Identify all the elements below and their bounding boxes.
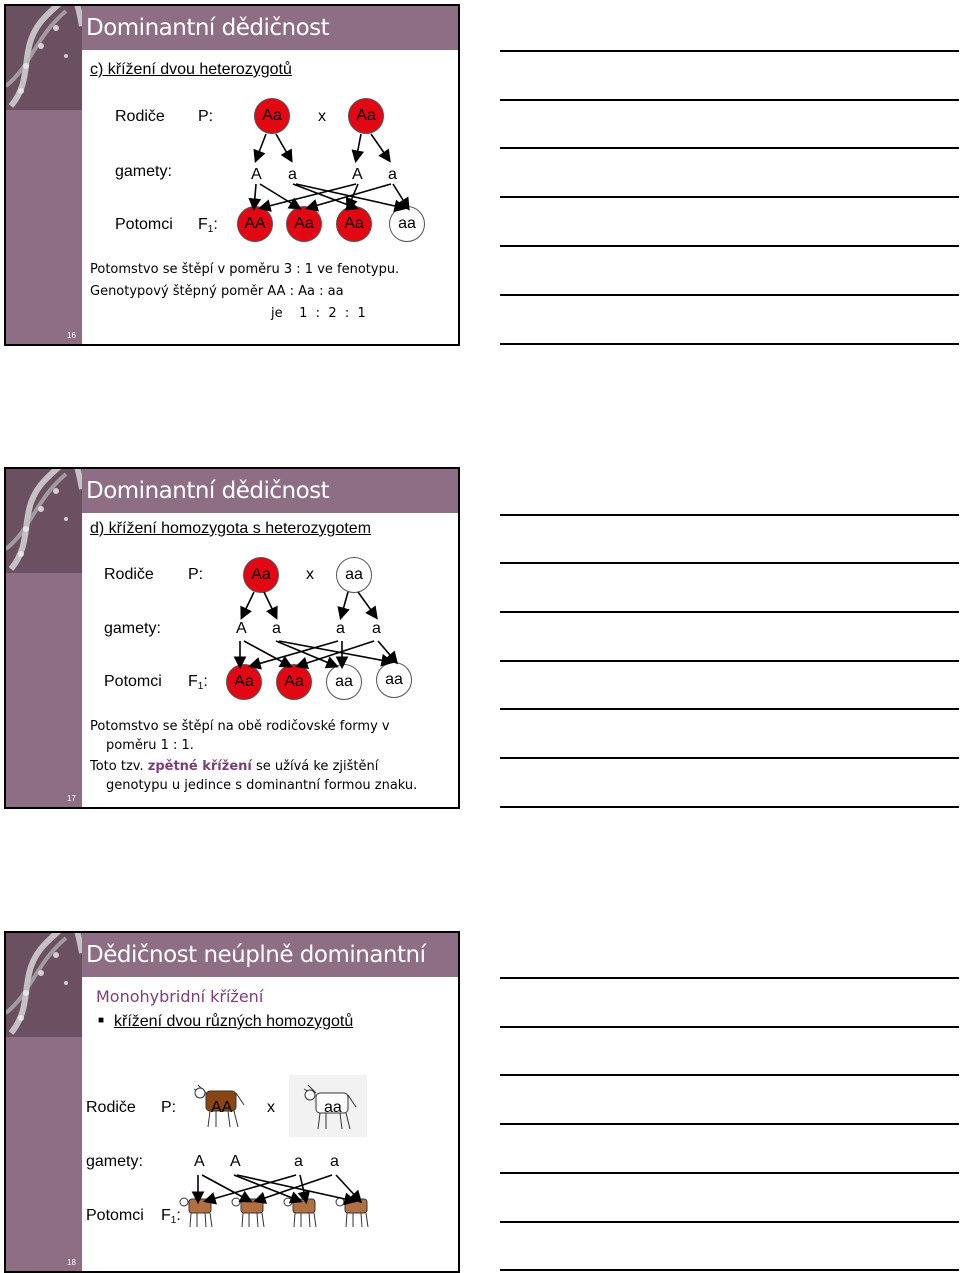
offspring-genotype: aa	[326, 664, 362, 700]
gamete: A	[251, 166, 262, 183]
parents-label: Rodiče	[86, 1099, 136, 1116]
cross-arrows	[6, 933, 458, 1271]
slide-heading: c) křížení dvou heterozygotů	[90, 61, 292, 78]
offspring-label: Potomci	[104, 673, 162, 690]
cross-symbol: x	[306, 566, 314, 583]
offspring-genotype: Aa	[276, 664, 312, 700]
note-line: Genotypový štěpný poměr AA : Aa : aa	[90, 284, 344, 299]
gamete: a	[272, 620, 281, 637]
offspring-genotype: AA	[237, 206, 273, 242]
gamete: a	[372, 620, 381, 637]
offspring-genotype: Aa	[286, 206, 322, 242]
parent-genotype-2: aa	[324, 1099, 342, 1116]
gamete: a	[288, 166, 297, 183]
slide-title: Dominantní dědičnost	[86, 15, 330, 41]
slide-title: Dědičnost neúplně dominantní	[86, 942, 426, 968]
parent-genotype-1: AA	[211, 1099, 233, 1116]
slide-17	[4, 467, 460, 809]
p-label: P:	[188, 566, 204, 583]
note-line: genotypu u jedince s dominantní formou znaku.	[106, 778, 418, 793]
gamete: A	[194, 1153, 205, 1170]
cross-symbol: x	[318, 108, 326, 125]
f1-label: $F_1$:	[188, 673, 208, 692]
slide-16	[4, 4, 460, 346]
f1-label: $F_1$:	[161, 1207, 181, 1226]
offspring-genotype: Aa	[336, 206, 372, 242]
slide-title: Dominantní dědičnost	[86, 478, 330, 504]
p-label: P:	[198, 108, 214, 125]
gamete: a	[336, 620, 345, 637]
note-line: je 1 : 2 : 1	[271, 306, 366, 321]
bullet-text: křížení dvou různých homozygotů	[114, 1013, 354, 1030]
parent-genotype-2: Aa	[348, 98, 384, 134]
cross-symbol: x	[267, 1099, 275, 1116]
note-line: poměru 1 : 1.	[106, 738, 194, 753]
parent-genotype-2: aa	[336, 557, 372, 593]
slide-heading: d) křížení homozygota s heterozygotem	[90, 520, 372, 537]
gamete: A	[236, 620, 247, 637]
page-number: 16	[67, 331, 76, 340]
page-number: 17	[67, 794, 76, 803]
note-line: Potomstvo se štěpí na obě rodičovské formy v	[90, 719, 390, 734]
slide-18	[4, 931, 460, 1273]
p-label: P:	[161, 1099, 177, 1116]
bullet-square-icon: ■	[98, 1015, 105, 1026]
offspring-genotype: aa	[376, 662, 412, 698]
offspring-genotype: aa	[389, 206, 425, 242]
gamete: a	[294, 1153, 303, 1170]
offspring-label: Potomci	[115, 216, 173, 233]
notes-lines	[500, 0, 960, 1273]
cross-arrows	[6, 469, 458, 807]
gametes-label: gamety:	[104, 620, 161, 637]
parent-genotype-1: Aa	[254, 98, 290, 134]
parents-label: Rodiče	[104, 566, 154, 583]
gamete: a	[388, 166, 397, 183]
gamete: A	[230, 1153, 241, 1170]
gametes-label: gamety:	[115, 163, 172, 180]
parents-label: Rodiče	[115, 108, 165, 125]
offspring-genotype: Aa	[226, 664, 262, 700]
gamete: a	[330, 1153, 339, 1170]
note-line: Potomstvo se štěpí v poměru 3 : 1 ve fenotypu.	[90, 262, 400, 277]
gametes-label: gamety:	[86, 1153, 143, 1170]
offspring-label: Potomci	[86, 1207, 144, 1224]
note-line: Toto tzv. zpětné křížení se užívá ke zjištění	[90, 759, 379, 774]
f1-label: $F_1$:	[198, 216, 218, 235]
parent-genotype-1: Aa	[243, 557, 279, 593]
page-number: 18	[67, 1258, 76, 1267]
slide-subtitle: Monohybridní křížení	[96, 987, 264, 1006]
highlight-term: zpětné křížení	[147, 759, 252, 774]
gamete: A	[352, 166, 363, 183]
